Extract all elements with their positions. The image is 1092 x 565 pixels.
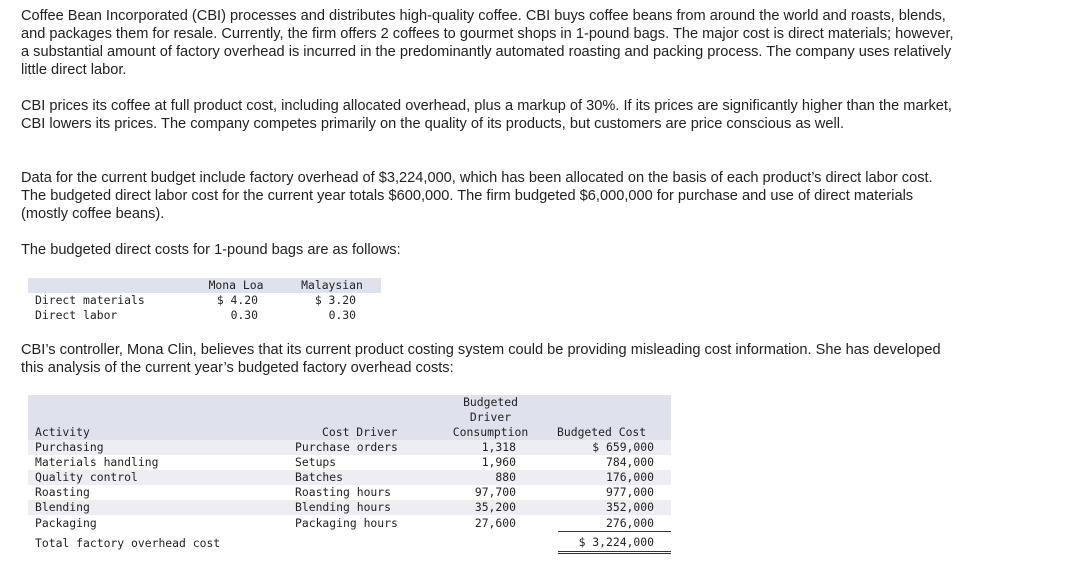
header-budgeted: Budgeted <box>463 395 518 409</box>
driver-quality-control: Batches <box>295 470 344 484</box>
header-activity: Activity <box>35 425 90 439</box>
mona-loa-direct-labor: 0.30 <box>230 308 258 322</box>
consumption-roasting: 97,700 <box>474 485 516 499</box>
driver-blending: Blending hours <box>295 500 392 514</box>
total-double-underline-top <box>558 551 671 552</box>
header-malaysian: Malaysian <box>301 278 363 292</box>
malaysian-direct-materials: $ 3.20 <box>314 293 356 307</box>
consumption-materials-handling: 1,960 <box>481 455 516 469</box>
cost-quality-control: 176,000 <box>605 470 654 484</box>
header-mona-loa: Mona Loa <box>208 278 264 292</box>
controller-paragraph: CBI’s controller, Mona Clin, believes that its current product costing system could be providing misleading cost information. She has developed this analysis of the current year’s budgeted factory overhead costs: <box>21 342 941 376</box>
activity-packaging: Packaging <box>35 516 97 530</box>
activity-purchasing: Purchasing <box>35 440 104 454</box>
consumption-packaging: 27,600 <box>474 516 516 530</box>
malaysian-direct-labor: 0.30 <box>328 308 356 322</box>
header-cost-driver: Cost Driver <box>322 425 398 439</box>
mona-loa-direct-materials: $ 4.20 <box>216 293 258 307</box>
cost-blending: 352,000 <box>605 500 654 514</box>
intro-paragraph: Coffee Bean Incorporated (CBI) processes and distributes high-quality coffee. CBI buys coffee beans from around the world and roasts, blends, and packages them for resale. Currently, the firm offers 2 coffees to gourmet shops in 1-pound bags. The major cost is direct materials; however, a substantial amount of factory overhead is incurred in the predominantly automated roasting and packing process. The company uses relatively little direct labor. <box>21 8 954 78</box>
overhead-table <box>28 395 671 555</box>
activity-materials-handling: Materials handling <box>35 455 159 469</box>
direct-costs-intro: The budgeted direct costs for 1-pound bags are as follows: <box>21 242 401 258</box>
driver-packaging: Packaging hours <box>295 516 398 530</box>
driver-roasting: Roasting hours <box>295 485 392 499</box>
cost-purchasing: $ 659,000 <box>592 440 654 454</box>
row-label-direct-materials: Direct materials <box>35 293 145 307</box>
consumption-blending: 35,200 <box>474 500 516 514</box>
header-driver: Driver <box>469 410 512 424</box>
cost-packaging: 276,000 <box>605 516 654 530</box>
activity-quality-control: Quality control <box>35 470 138 484</box>
activity-roasting: Roasting <box>35 485 90 499</box>
subtotal-underline <box>558 531 671 532</box>
row-label-direct-labor: Direct labor <box>35 308 118 322</box>
total-label: Total factory overhead cost <box>35 536 221 550</box>
activity-blending: Blending <box>35 500 90 514</box>
total-double-underline-bottom <box>558 553 671 554</box>
driver-purchasing: Purchase orders <box>295 440 398 454</box>
total-value: $ 3,224,000 <box>578 535 654 549</box>
header-consumption: Consumption <box>452 425 529 439</box>
consumption-quality-control: 880 <box>495 470 516 484</box>
driver-materials-handling: Setups <box>295 455 337 469</box>
cost-materials-handling: 784,000 <box>605 455 654 469</box>
consumption-purchasing: 1,318 <box>481 440 516 454</box>
cost-roasting: 977,000 <box>605 485 654 499</box>
pricing-paragraph: CBI prices its coffee at full product cost, including allocated overhead, plus a markup of 30%. If its prices are significantly higher than the market, CBI lowers its prices. The company competes primarily on the quality of its products, but customers are price conscious as well. <box>21 98 952 132</box>
budget-paragraph: Data for the current budget include factory overhead of $3,224,000, which has been allocated on the basis of each product’s direct labor cost. The budgeted direct labor cost for the current year totals $600,000. The firm budgeted $6,000,000 for purchase and use of direct materials (mostly coffee beans). <box>21 170 933 222</box>
header-budgeted-cost: Budgeted Cost <box>557 425 647 439</box>
